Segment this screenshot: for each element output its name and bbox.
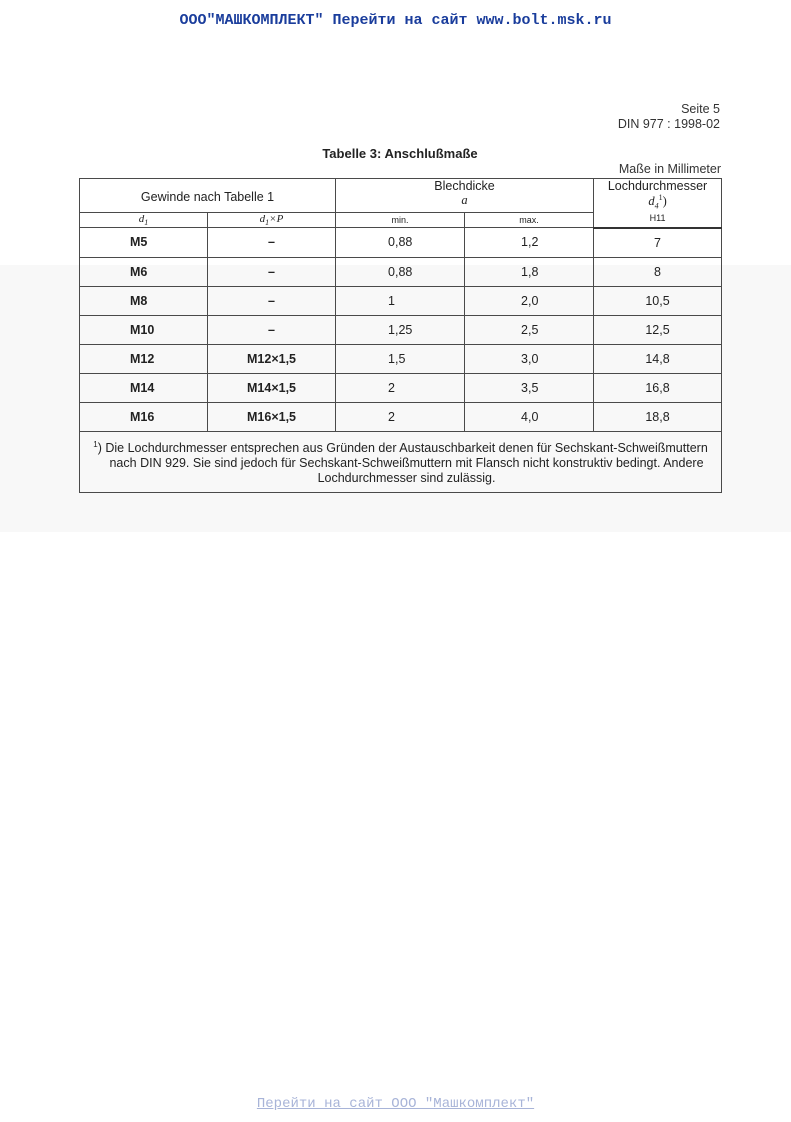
cell-d1xp: M16×1,5 bbox=[208, 402, 336, 431]
table-row bbox=[80, 373, 722, 402]
table-row bbox=[80, 402, 722, 431]
cell-min: 1,5 bbox=[336, 344, 465, 373]
cell-min: 0,88 bbox=[336, 257, 465, 286]
d1xp-subscript: 1 bbox=[265, 218, 270, 228]
footnote bbox=[80, 431, 722, 492]
page-number: Seite 5 bbox=[681, 102, 720, 116]
sheet-thickness-symbol: a bbox=[461, 193, 468, 207]
table-row bbox=[80, 228, 722, 258]
cell-d1: M16 bbox=[80, 402, 208, 431]
cell-d1xp: – bbox=[208, 228, 336, 258]
hole-diameter-header bbox=[594, 179, 722, 228]
table-row bbox=[80, 257, 722, 286]
d4-symbol: d bbox=[648, 194, 655, 209]
cell-hole: 14,8 bbox=[594, 344, 722, 373]
cell-d1: M6 bbox=[80, 257, 208, 286]
cell-d1xp: – bbox=[208, 286, 336, 315]
cell-max: 1,2 bbox=[465, 228, 594, 258]
cell-d1: M12 bbox=[80, 344, 208, 373]
cell-hole: 12,5 bbox=[594, 315, 722, 344]
cell-max: 1,8 bbox=[465, 257, 594, 286]
hole-diameter-symbol: $d_4^1$) bbox=[648, 193, 667, 211]
footnote-line-2: nach DIN 929. Sie sind jedoch für Sechskant-Schweißmuttern mit Flansch nicht konstruktiv bedingt. Andere bbox=[109, 456, 704, 471]
thread-group-label: Gewinde nach Tabelle 1 bbox=[140, 189, 275, 204]
page-reference bbox=[618, 102, 720, 132]
header-row bbox=[80, 179, 722, 213]
d1-subscript: 1 bbox=[144, 218, 149, 228]
cell-d1: M14 bbox=[80, 373, 208, 402]
cell-hole: 18,8 bbox=[594, 402, 722, 431]
cell-d1xp: M12×1,5 bbox=[208, 344, 336, 373]
cell-max: 4,0 bbox=[465, 402, 594, 431]
d1-header bbox=[80, 213, 208, 228]
table-title: Tabelle 3: Anschlußmaße bbox=[322, 146, 478, 161]
d1-symbol: d bbox=[138, 213, 145, 225]
cell-hole: 10,5 bbox=[594, 286, 722, 315]
cell-d1xp: M14×1,5 bbox=[208, 373, 336, 402]
cell-min: 1,25 bbox=[336, 315, 465, 344]
d4-footnote-ref: 1 bbox=[658, 193, 663, 202]
cell-d1: M5 bbox=[80, 228, 208, 258]
d1xp-times-p: ×P bbox=[269, 213, 284, 225]
tolerance-label: H11 bbox=[649, 212, 666, 223]
d4-subscript: 4 bbox=[654, 201, 659, 211]
cell-max: 2,5 bbox=[465, 315, 594, 344]
cell-hole: 7 bbox=[594, 228, 722, 258]
cell-d1xp: – bbox=[208, 257, 336, 286]
cell-min: 1 bbox=[336, 286, 465, 315]
max-header: max. bbox=[465, 213, 594, 228]
d1xP-header bbox=[208, 213, 336, 228]
cell-hole: 16,8 bbox=[594, 373, 722, 402]
footer-site-link[interactable]: Перейти на сайт ООО "Машкомплект" bbox=[256, 1096, 535, 1112]
cell-hole: 8 bbox=[594, 257, 722, 286]
thread-group-header bbox=[80, 179, 336, 213]
footnote-line-1: ) Die Lochdurchmesser entsprechen aus Gründen der Austauschbarkeit denen für Sechskant-Schweißmuttern bbox=[97, 441, 708, 456]
cell-min: 2 bbox=[336, 373, 465, 402]
cell-d1: M8 bbox=[80, 286, 208, 315]
cell-max: 2,0 bbox=[465, 286, 594, 315]
footnote-row bbox=[80, 431, 722, 492]
cell-min: 2 bbox=[336, 402, 465, 431]
cell-min: 0,88 bbox=[336, 228, 465, 258]
connection-dimensions-table bbox=[79, 178, 722, 493]
table-row bbox=[80, 315, 722, 344]
cell-d1xp: – bbox=[208, 315, 336, 344]
footnote-marker: 1 bbox=[93, 440, 98, 450]
table-row bbox=[80, 344, 722, 373]
units-note: Maße in Millimeter bbox=[618, 162, 721, 176]
standard-designation: DIN 977 : 1998-02 bbox=[617, 117, 720, 131]
header-site-link[interactable]: ООО"МАШКОМПЛЕКТ" Перейти на сайт www.bolt.msk.ru bbox=[179, 12, 612, 29]
cell-d1: M10 bbox=[80, 315, 208, 344]
hole-diameter-label: Lochdurchmesser bbox=[607, 179, 708, 193]
sheet-thickness-label: Blechdicke bbox=[434, 179, 495, 193]
footnote-line-3: Lochdurchmesser sind zulässig. bbox=[317, 471, 496, 486]
d1xp-symbol: d bbox=[259, 213, 266, 225]
cell-max: 3,5 bbox=[465, 373, 594, 402]
cell-max: 3,0 bbox=[465, 344, 594, 373]
sheet-thickness-header bbox=[336, 179, 594, 213]
min-header: min. bbox=[336, 213, 465, 228]
table-row bbox=[80, 286, 722, 315]
